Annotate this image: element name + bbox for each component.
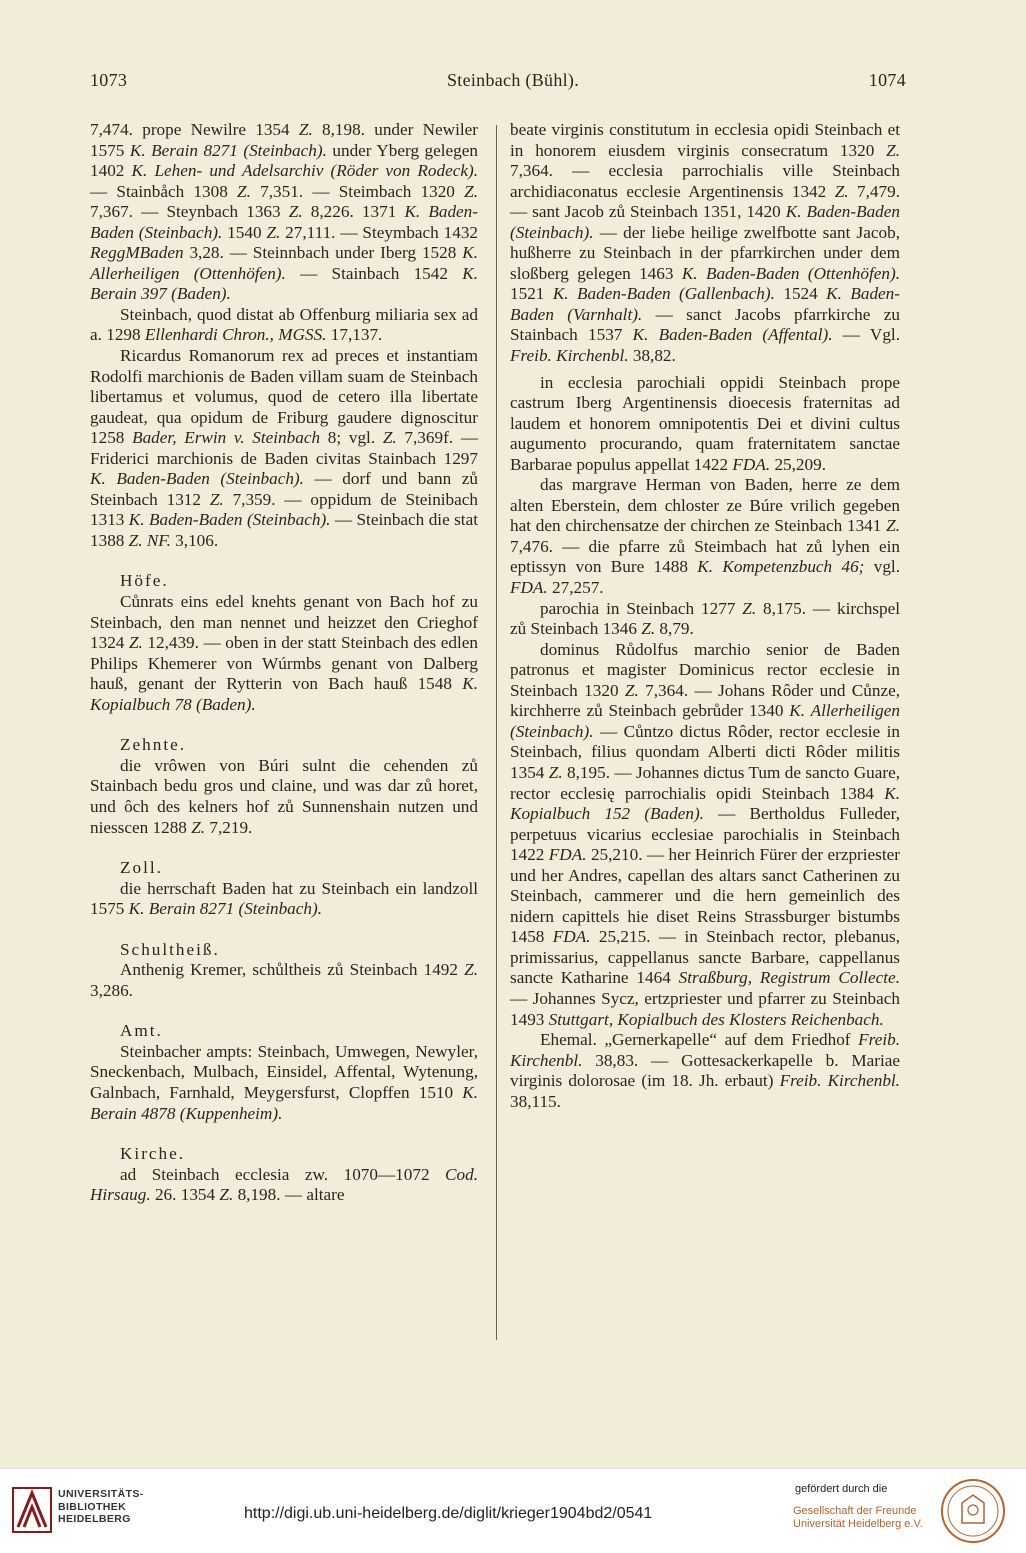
society-name-line: Gesellschaft der Freunde	[793, 1505, 917, 1517]
text-paragraph: Anthenig Kremer, schůltheis zů Steinbach 1492 Z. 3,286.	[90, 960, 478, 1000]
society-name[interactable]	[793, 1505, 923, 1531]
page-number-left: 1073	[90, 70, 128, 90]
running-title: Steinbach (Bühl).	[446, 70, 580, 90]
society-name-line: Universität Heidelberg e.V.	[793, 1518, 923, 1530]
section-heading: Zoll.	[120, 858, 163, 878]
right-text-column	[510, 120, 900, 1112]
text-paragraph: dominus Růdolfus marchio senior de Baden patronus et magister Dominicus rector ecclesie in Steinbach 1320 Z. 7,364. — Johans Rôder und Cůnze, kirchherre zů Steinbach gebrůder 1340 K. Allerheiligen (Steinbach). — Cůntzo dictus Rôder, rector ecclesie in Steinbach, filius quondam Alberti dicti Rôder militis 1354 Z. 8,195. — Johannes dictus Tum de sancto Guare, rector ecclesię parrochialis opidi Steinbach 1384 K. Kopialbuch 152 (Baden). — Bertholdus Fulleder, perpetuus vicarius ecclesiae parochialis in Steinbach 1422 FDA. 25,210. — her Heinrich Fürer der erzpriester und her Andres, capellan des altars sanct Catherinen zu Steinbach, cammerer und die hern gemeinlich des nidern capittels hie diset Reins Strassburger bistumbs 1458 FDA. 25,215. — in Steinbach rector, plebanus, primissarius, cappellanus sancte Barbare, cappellanus sancte Katharine 1464 Straßburg, Registrum Collecte. — Johannes Sycz, ertzpriester und pfarrer zu Steinbach 1493 Stuttgart, Kopialbuch des Klosters Reichenbach.	[510, 639, 901, 1029]
section-heading: Höfe.	[120, 571, 169, 591]
text-paragraph: Steinbacher ampts: Steinbach, Umwegen, Newyler, Sneckenbach, Mulbach, Einsidel, Affental, Wytenung, Galnbach, Farnhald, Meygersfurst, Clopffen 1510 K. Berain 4878 (Kuppenheim).	[90, 1041, 478, 1123]
text-paragraph: Ricardus Romanorum rex ad preces et instantiam Rodolfi marchionis de Baden villam suam de Steinbach libertamus et volumus, quod de cetero illa libertate gaudeat, qua opidum de Friburg gaudere dignoscitur 1258 Bader, Erwin v. Steinbach 8; vgl. Z. 7,369f. — Friderici marchionis de Baden civitas Stainbach 1297 K. Baden-Baden (Steinbach). — dorf und bann zů Steinbach 1312 Z. 7,359. — oppidum de Steinibach 1313 K. Baden-Baden (Steinbach). — Steinbach die stat 1388 Z. NF. 3,106.	[90, 346, 479, 550]
text-paragraph: in ecclesia parochiali oppidi Steinbach prope castrum Iberg Argentinensis dioecesis fraternitas ad laudem et honorem omnipotentis Dei et divini cultus augumento procurando, quam fraternitatem sanctae Barbarae populus appellat 1422 FDA. 25,209.	[510, 372, 900, 474]
section-heading: Kirche.	[120, 1144, 186, 1164]
left-text-column	[90, 120, 478, 1206]
funded-by-label: gefördert durch die	[795, 1483, 888, 1495]
text-paragraph: parochia in Steinbach 1277 Z. 8,175. — kirchspel zů Steinbach 1346 Z. 8,79.	[510, 598, 900, 639]
text-paragraph: Steinbach, quod distat ab Offenburg miliaria sex ad a. 1298 Ellenhardi Chron., MGSS. 17,137.	[90, 304, 478, 345]
text-paragraph: 7,474. prope Newilre 1354 Z. 8,198. under Newiler 1575 K. Berain 8271 (Steinbach). under Yberg gelegen 1402 K. Lehen- und Adelsarchiv (Röder von Rodeck). — Stainbåch 1308 Z. 7,351. — Steimbach 1320 Z. 7,367. — Steynbach 1363 Z. 8,226. 1371 K. Baden-Baden (Steinbach). 1540 Z. 27,111. — Steymbach 1432 ReggMBaden 3,28. — Steinnbach under Iberg 1528 K. Allerheiligen (Ottenhöfen). — Stainbach 1542 K. Berain 397 (Baden).	[90, 120, 479, 304]
library-name-line: UNIVERSITÄTS-	[58, 1488, 144, 1500]
text-paragraph: die vrôwen von Búri sulnt die cehenden zů Stainbach bedu gros und claine, und was dar zů horet, und ôch des kelners hof zů Sunnenshain nutzen und niesscen 1288 Z. 7,219.	[90, 755, 478, 837]
text-paragraph: das margrave Herman von Baden, herre ze dem alten Eberstein, dem chloster ze Búre vrilich gegeben hat den chirchensatze der chirchen ze Steinbach 1341 Z. 7,476. — die pfarre zů Steimbach hat zů lyhen ein eptissyn von Bure 1488 K. Kompetenzbuch 46; vgl. FDA. 27,257.	[510, 475, 901, 598]
library-name-line: BIBLIOTHEK	[58, 1500, 127, 1513]
section-heading: Amt.	[120, 1021, 163, 1041]
section-heading: Zehnte.	[120, 735, 187, 755]
text-paragraph: die herrschaft Baden hat zu Steinbach ein landzoll 1575 K. Berain 8271 (Steinbach).	[90, 878, 478, 919]
text-paragraph: ad Steinbach ecclesia zw. 1070—1072 Cod. Hirsaug. 26. 1354 Z. 8,198. — altare	[90, 1164, 478, 1205]
library-name-line: HEIDELBERG	[58, 1513, 131, 1525]
viewer-footer	[0, 1468, 1026, 1553]
library-logo-icon[interactable]	[12, 1487, 52, 1533]
column-divider	[496, 125, 497, 1340]
section-heading: Schultheiß.	[120, 939, 220, 959]
text-paragraph: beate virginis constitutum in ecclesia opidi Steinbach et in honorem eiusdem virginis consecratum 1320 Z. 7,364. — ecclesia parrochialis ville Steinbach archidiaconatus ecclesie Argentinensis 1342 Z. 7,479. — sant Jacob zů Steinbach 1351, 1420 K. Baden-Baden (Steinbach). — der liebe heilige zwelfbotte sant Jacob, hußherre zu Steinbach in der pfarrkirchen under dem sloßberg gelegen 1463 K. Baden-Baden (Ottenhöfen). 1521 K. Baden-Baden (Gallenbach). 1524 K. Baden-Baden (Varnhalt). — sanct Jacobs pfarrkirche zu Stainbach 1537 K. Baden-Baden (Affental). — Vgl. Freib. Kirchenbl. 38,82.	[510, 120, 900, 366]
text-paragraph: Ehemal. „Gernerkapelle“ auf dem Friedhof Freib. Kirchenbl. 38,83. — Gottesackerkapelle b. Mariae virginis dolorosae (im 18. Jh. erbaut) Freib. Kirchenbl. 38,115.	[510, 1030, 900, 1111]
permalink-url[interactable]: http://digi.ub.uni-heidelberg.de/diglit/krieger1904bd2/0541	[244, 1505, 653, 1522]
page-number-right: 1074	[868, 70, 906, 90]
library-name[interactable]	[58, 1488, 144, 1526]
text-paragraph: Cůnrats eins edel knehts genant von Bach hof zu Steinbach, den man nennet und heizzet den Crieghof 1324 Z. 12,439. — oben in der statt Steinbach des edlen Philips Khemerer von Wúrmbs genant von Dalberg hauß, genant der Rytterin von Bach hauß 1548 K. Kopialbuch 78 (Baden).	[90, 592, 478, 714]
university-seal-icon	[940, 1477, 1006, 1545]
